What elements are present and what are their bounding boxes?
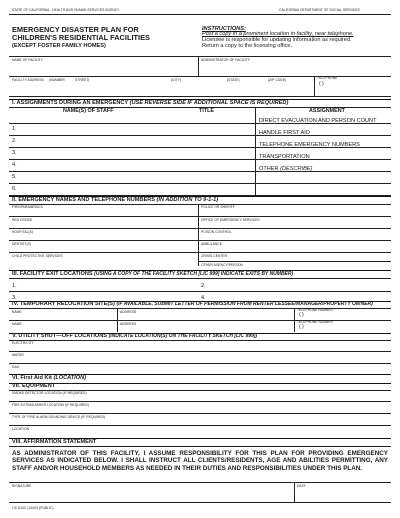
signature-label: SIGNATURE [12, 484, 32, 488]
facility-name-label: NAME OF FACILITY [12, 58, 44, 62]
col-names-header: NAME(S) OF STAFF [63, 108, 114, 114]
address-label: FACILITY ADDRESS [12, 78, 44, 82]
relocation2-phone-label: TELEPHONE NUMBER [297, 320, 333, 324]
assignment-first-aid: HANDLE FIRST AID [259, 130, 310, 136]
section7-heading: VII. EQUIPMENT [12, 383, 56, 389]
section3-heading: III. FACILITY EXIT LOCATIONS (USING A COPY OF THE FACILITY SKETCH [LIC 999] INDICATE EXITS BY NUMBER) [12, 271, 294, 277]
contact-ambulance: AMBULANCE [201, 242, 222, 246]
staff-row-2[interactable]: 2. [12, 138, 17, 144]
staff-row-3[interactable]: 3. [12, 150, 17, 156]
relocation1-phone-field[interactable]: ( ) [299, 312, 304, 318]
col-assignment-header: ASSIGNMENT [309, 108, 345, 114]
exit-4[interactable]: 4. [201, 295, 206, 301]
staff-row-4[interactable]: 4. [12, 162, 17, 168]
utility-electricity: ELECTRICITY [12, 341, 34, 345]
contact-oes: OFFICE OF EMERGENCY SERVICES [201, 218, 260, 222]
equip-alarm-type: TYPE OF FIRE ALARM SOUNDING DEVICE (IF REQUIRED) [12, 415, 106, 419]
assignment-evacuation: DIRECT EVACUATION AND PERSON COUNT [259, 118, 377, 124]
telephone-label: TELEPHONE [317, 76, 338, 80]
contact-red-cross: RED CROSS [12, 218, 33, 222]
instructions-line3: Return a copy to the licensing office. [202, 43, 293, 49]
col-title-header: TITLE [199, 108, 214, 114]
title-line3: (EXCEPT FOSTER FAMILY HOMES) [12, 43, 106, 49]
contact-dentist: DENTIST(S) [12, 242, 31, 246]
equip-extinguisher: FIRE EXTINGUISHER LOCATION (IF REQUIRED) [12, 403, 90, 407]
assignment-telephone: TELEPHONE EMERGENCY NUMBERS [259, 142, 360, 148]
utility-water: WATER [12, 353, 24, 357]
date-field[interactable] [297, 489, 389, 501]
contact-poison: POISON CONTROL [201, 230, 232, 234]
staff-row-1[interactable]: 1. [12, 126, 17, 132]
section8-heading: VIII. AFFIRMATION STATEMENT [12, 439, 97, 445]
equip-location: LOCATION [12, 427, 30, 431]
number-label: (NUMBER [49, 78, 65, 82]
city-label: (CITY) [171, 78, 182, 82]
section5-heading: V. UTILITY SHUT—OFF LOCATIONS (INDICATE LOCATION(S) ON THE FACILITY SKETCH [LIC 999]) [12, 333, 258, 339]
relocation1-name-label: NAME [12, 310, 22, 314]
instructions-line1: Post a copy in a prominent location in facility, near telephone. [202, 31, 354, 37]
date-label: DATE [297, 484, 306, 488]
street-label: STREET) [75, 78, 90, 82]
contact-cps: CHILD PROTECTIVE SERVICES [12, 254, 63, 258]
section2-heading: II. EMERGENCY NAMES AND TELEPHONE NUMBERS (IN ADDITION TO 9-1-1) [12, 197, 219, 203]
state-label: (STATE) [227, 78, 240, 82]
assignment-other: OTHER (DESCRIBE) [259, 166, 313, 172]
exit-3[interactable]: 3. [12, 295, 17, 301]
relocation1-address-label: ADDRESS [120, 310, 137, 314]
facility-phone-field[interactable]: ( ) [319, 81, 324, 87]
instructions-label: INSTRUCTIONS: [202, 26, 246, 32]
contact-other: OTHER AGENCY/PERSON [201, 263, 243, 267]
contact-police: POLICE OR SHERIFF [201, 205, 235, 209]
title-line2: CHILDREN'S RESIDENTIAL FACILITIES [12, 33, 150, 42]
section1-heading: I. ASSIGNMENTS DURING AN EMERGENCY (USE REVERSE SIDE IF ADDITIONAL SPACE IS REQUIRED) [12, 100, 289, 106]
facility-name-field[interactable] [11, 63, 195, 75]
instructions-line2: Licensee is responsible for updating information as required. [202, 37, 352, 43]
assignment-transportation: TRANSPORTATION [259, 154, 310, 160]
equip-smoke-detector: SMOKE DETECTOR LOCATION (IF REQUIRED) [12, 391, 87, 395]
staff-row-5[interactable]: 5. [12, 174, 17, 180]
exit-1[interactable]: 1. [12, 283, 17, 289]
contact-hospital: HOSPITAL(S) [12, 230, 34, 234]
form-id: LIC 610C (10/02) (PUBLIC) [12, 506, 54, 510]
contact-fire: FIRE/PARAMEDICS [12, 205, 43, 209]
signature-field[interactable] [11, 489, 291, 501]
relocation2-name-label: NAME [12, 322, 22, 326]
section6-heading: VI. First Aid Kit (LOCATION) [12, 375, 86, 381]
administrator-label: ADMINISTRATOR OF FACILITY [201, 58, 250, 62]
utility-gas: GAS [12, 365, 20, 369]
title-line1: EMERGENCY DISASTER PLAN FOR [12, 25, 139, 34]
affirmation-statement: AS ADMINISTRATOR OF THIS FACILITY, I ASSUME RESPONSIBILITY FOR THIS PLAN FOR PROVIDING EMERGENCY SERVICES AS INDICATED BELOW. I SHALL INSTRUCT ALL CLIENTS/RESIDENTS, AGE AND ABILITIES PERMITTING, ANY STAFF AND/OR HOUSEHOLD MEMBERS AS NEEDED IN THEIR DUTIES AND RESPONSIBILITIES UNDER THIS PLAN. [12, 450, 388, 472]
contact-crisis: CRISIS CENTER [201, 254, 228, 258]
agency-left: STATE OF CALIFORNIA - HEALTH AND HUMAN SERVICES AGENCY [12, 8, 120, 12]
relocation2-phone-field[interactable]: ( ) [299, 324, 304, 330]
exit-2[interactable]: 2. [201, 283, 206, 289]
section4-heading: IV. TEMPORARY RELOCATION SITE(S) (IF AVAILABLE, SUBMIT LETTER OF PERMISSION FROM RENTER LESSEE/MANAGER/PROPERTY OWNER) [12, 301, 373, 307]
relocation1-phone-label: TELEPHONE NUMBER [297, 308, 333, 312]
zip-label: (ZIP CODE) [268, 78, 287, 82]
administrator-field[interactable] [201, 63, 389, 75]
relocation2-address-label: ADDRESS [120, 322, 137, 326]
staff-row-6[interactable]: 6. [12, 186, 17, 192]
agency-right: CALIFORNIA DEPARTMENT OF SOCIAL SERVICES [279, 8, 360, 12]
